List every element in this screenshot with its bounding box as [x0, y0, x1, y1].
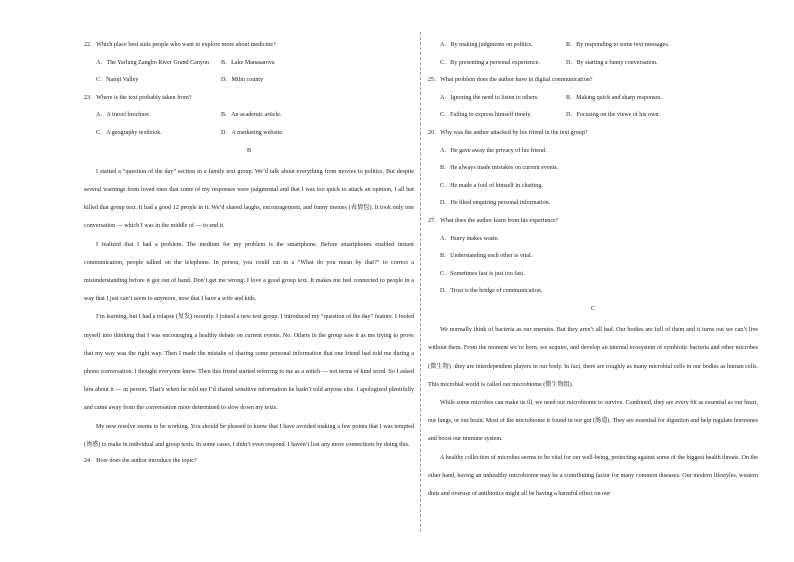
column-divider [420, 32, 421, 532]
q25-option-c: C．Failing to express himself timely. [440, 112, 532, 119]
q22-options-row-2 [84, 75, 414, 85]
q24-options-row-1 [428, 40, 758, 50]
passage-b-paragraph-4: My new resolve seems to be working. You should be pleased to know that I have avoided making a few points that I was tempted (诱惑) to make in individual and group texts. In some cases, I didn’t even respond. I haven’t lost any more connections by doing this. [84, 423, 414, 448]
q22-option-a: A．The Yarlung Zangbo River Grand Canyon [96, 59, 210, 66]
q25-options-row-1 [428, 93, 758, 103]
q23-option-d: D．A marketing website. [221, 129, 284, 136]
q25-option-d: D．Focusing on the views of his own. [566, 112, 660, 119]
q22-option-c: C．Namji Valley [96, 77, 139, 84]
q26-option-d: D．He liked enquiring personal information. [440, 200, 551, 207]
q27-option-b: B．Understanding each other is vital. [440, 253, 533, 260]
q26-option-b: B．He always made mistakes on current events. [440, 165, 559, 172]
passage-b-paragraph-3: I’m learning, but I had a relapse (复发) recently. I joined a new text group. I introduced my “question of the day” feature. I fooled myself into thinking that I was encouraging a healthy debate on current events. No. Others in the group saw it as me trying to prove that my way was the right way. Then I made the mistake of sharing some personal information that one friend had told me during a phone conversation. I thought everyone knew. Then this friend started referring to me as a snitch — not terms of kind word. So I asked him about it — in person. That’s when he told me I’d shared sensitive information he hadn’t told anyone else. I apologized plentifully and came away from the conversation more determined to slow down my texts. [84, 314, 414, 412]
q24-option-c: C．By presenting a personal experience. [440, 59, 541, 66]
q24-option-d: D．By starting a funny conversation. [566, 59, 658, 66]
left-column [84, 40, 414, 474]
q25-option-b: B．Making quick and sharp responses. [566, 94, 662, 101]
q22-option-b: B．Lake Manasarova [221, 59, 275, 66]
q27-option-d: D．Trust is the bridge of communication. [440, 288, 543, 295]
passage-b-paragraph-2: I realized that I had a problem. The medium for my problem is the smartphone. Before smartphones enabled instant communication, people talked on the telephone. In person, you could cut in a “What do you mean by that?” to correct a misunderstanding before it got out of hand. Don’t get me wrong: I love a good group text. It makes me feel connected to people in a way that I just can’t seem to anymore, now that I have a wife and kids. [84, 241, 414, 303]
q23-options-row-2 [84, 128, 414, 138]
question-27: 27．What does the author learn from his experience? [428, 217, 559, 224]
q26-option-c: C．He made a fool of himself in chatting. [440, 182, 543, 189]
section-c-heading: C [590, 305, 596, 312]
q25-option-a: A．Ignoring the need to listen to others. [440, 94, 539, 101]
q22-options-row-1 [84, 58, 414, 68]
question-22: 22．Which place best suits people who want to explore more about medicine? [84, 42, 276, 48]
passage-c-paragraph-3: A healthy collection of microbes seems to be vital for our well-being, protecting against some of the biggest health threats. On the other hand, having an unhealthy microbiome may be a contributing factor for many common diseases. Our modern lifestyles, western diets and overuse of antibiotics might all be having a harmful effect on our [428, 454, 758, 497]
q24-options-row-2 [428, 58, 758, 68]
right-column [428, 40, 758, 503]
question-24: 24．How does the author introduce the topic? [84, 458, 197, 465]
passage-c-paragraph-2: While some microbes can make us ill, we need our microbiome to survive. Combined, they are every bit as essential as our heart, our lungs, or our brain. Most of the microbiome is found in our gut (肠道). They are essential for digestion and help regulate hormones and boost our immune system. [428, 399, 758, 443]
question-25: 25．What problem does the author have in digital communication? [428, 77, 593, 84]
passage-c-paragraph-1: We normally think of bacteria as our enemies. But they aren’t all bad. Our bodies are full of them and it turns out we can’t live without them. From the moment we’re born, we acquire, and develop an internal ecosystem of symbiotic bacteria and other microbes (微生物) ·they are interdependent players in our body. In fact, there are roughly as many microbial cells in our bodies as human cells. This microbial world is called our microbiome (微生物组). [428, 327, 758, 388]
q22-option-d: D．Milin county [221, 77, 264, 84]
q24-option-b: B．By responding to some text messages. [566, 42, 670, 48]
q27-option-c: C．Sometimes fast is just too fast. [440, 270, 525, 277]
q23-option-a: A．A travel brochure. [96, 112, 151, 119]
q25-options-row-2 [428, 110, 758, 120]
q27-option-a: A．Hurry makes waste. [440, 235, 500, 242]
question-23: 23．Where is the text probably taken from? [84, 94, 192, 101]
q23-option-c: C．A geography textbook. [96, 129, 162, 136]
passage-b-paragraph-1: I started a “question of the day” section in a family text group. We’d talk about everything from movies to politics. But despite several warnings from loved ones that some of my responses were judgmental and that I was too quick to attack an opinion, I all but killed that group text. It had a good 12 people in it. We’d shared laughs, encouragement, and funny memes (表情包). It took only one conversation — which I was in the middle of — to end it. [84, 168, 414, 230]
q26-option-a: A．He gave away the privacy of his friend. [440, 147, 547, 154]
question-26: 26．Why was the author attacked by his friend in the text group? [428, 129, 588, 136]
q23-options-row-1 [84, 110, 414, 120]
q23-option-b: B．An academic article. [221, 112, 282, 119]
section-b-heading: B [246, 147, 252, 154]
q24-option-a: A．By making judgments on politics. [440, 42, 533, 48]
